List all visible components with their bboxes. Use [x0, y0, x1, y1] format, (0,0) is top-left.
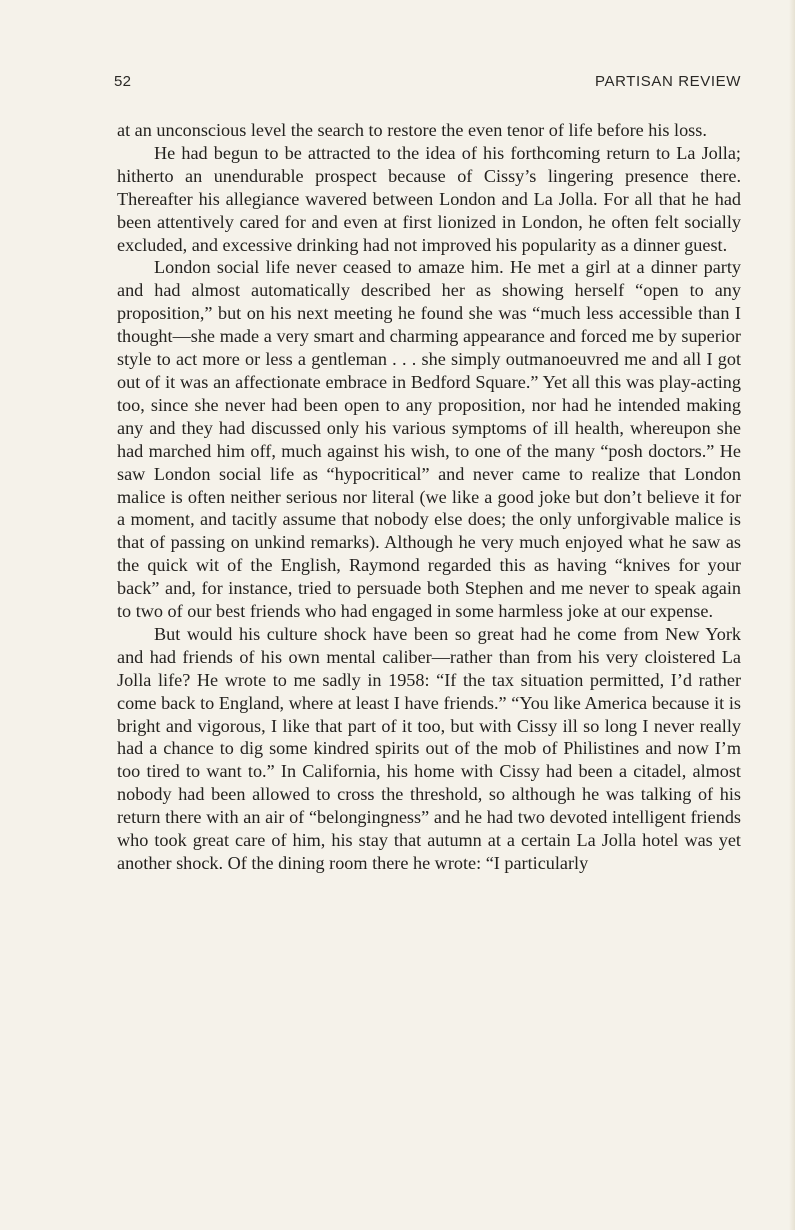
page-number: 52: [114, 73, 132, 90]
body-text: [117, 119, 741, 875]
paragraph: But would his culture shock have been so great had he come from New York and had friends of his own mental caliber—rather than from his very cloistered La Jolla life? He wrote to me sadly in 1958: “If the tax situation permitted, I’d rather come back to England, where at least I have friends.” “You like America because it is bright and vigorous, I like that part of it too, but with Cissy ill so long I never really had a chance to dig some kindred spirits out of the mob of Philistines and now I’m too tired to want to.” In California, his home with Cissy had been a citadel, almost nobody had been allowed to cross the threshold, so although he was talking of his return there with an air of “belongingness” and he had two devoted intelligent friends who took great care of him, his stay that autumn at a certain La Jolla hotel was yet another shock. Of the dining room there he wrote: “I particularly: [117, 623, 741, 873]
paragraph: He had begun to be attracted to the idea of his forthcoming return to La Jolla; hitherto an unendurable prospect because of Cissy’s lingering presence there. Thereafter his allegiance wavered between London and La Jolla. For all that he had been attentively cared for and even at first lionized in London, he often felt socially excluded, and excessive drinking had not improved his popularity as a dinner guest.: [117, 142, 741, 255]
running-head: [114, 73, 741, 95]
journal-title: PARTISAN REVIEW: [595, 73, 741, 90]
paragraph-continuation: at an unconscious level the search to restore the even tenor of life before his loss.: [117, 120, 707, 140]
paragraph: London social life never ceased to amaze him. He met a girl at a dinner party and had almost automatically described her as showing herself “open to any proposition,” but on his next meeting he found she was “much less accessible than I thought—she made a very smart and charming appearance and forced me by superior style to act more or less a gentleman . . . she simply outmanoeuvred me and all I got out of it was an affectionate embrace in Bedford Square.” Yet all this was play-acting too, since she never had been open to any proposition, nor had he intended making any and they had discussed only his various symptoms of ill health, whereupon she had marched him off, much against his wish, to one of the many “posh doctors.” He saw London social life as “hypocritical” and never came to realize that London malice is often neither serious nor literal (we like a good joke but don’t believe it for a moment, and tacitly assume that nobody else does; the only unforgivable malice is that of passing on unkind remarks). Although he very much enjoyed what he saw as the quick wit of the English, Raymond regarded this as having “knives for your back” and, for instance, tried to persuade both Stephen and me never to speak again to two of our best friends who had engaged in some harmless joke at our expense.: [117, 257, 741, 622]
page-edge-shadow: [789, 0, 795, 1230]
